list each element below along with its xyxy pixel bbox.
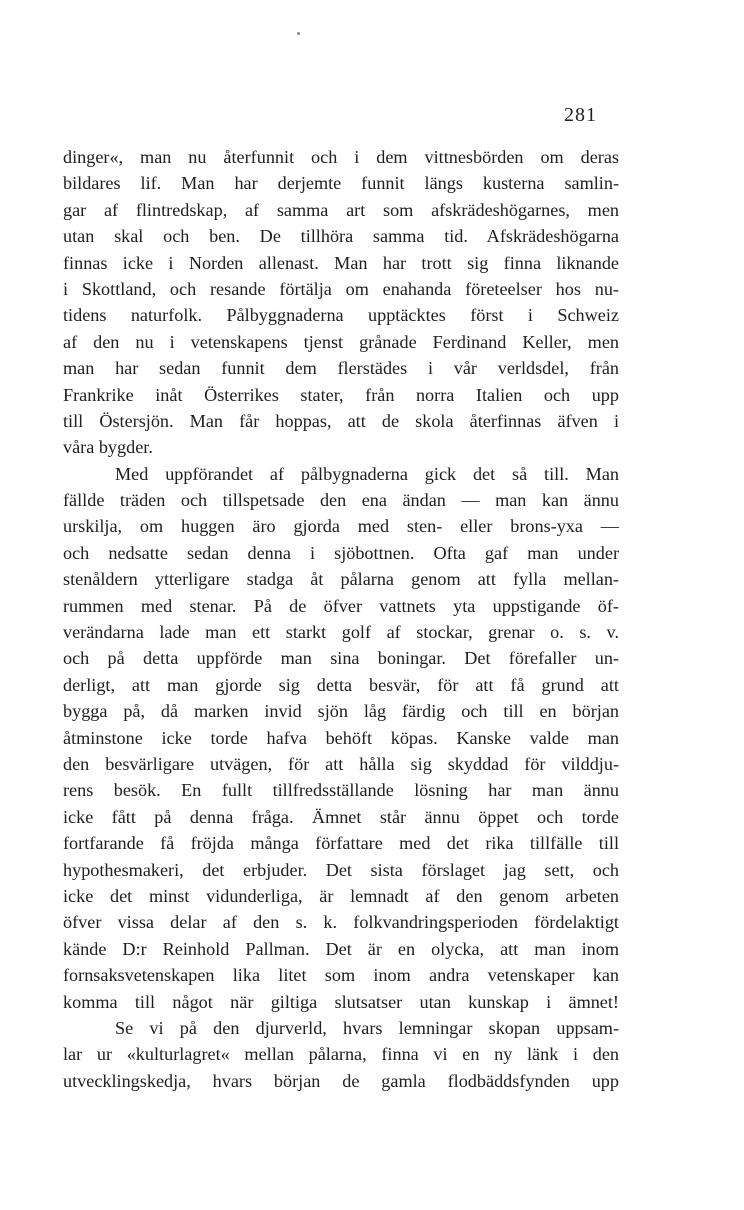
text-line: fornsaksvetenskapen lika litet som inom andra vetenskaper kan (63, 965, 619, 986)
print-speck (297, 32, 300, 35)
body-text (63, 144, 619, 1094)
text-line: utvecklingskedja, hvars början de gamla flodbäddsfynden upp (63, 1070, 619, 1091)
text-line: i Skottland, och resande förtälja om enahanda företeelser hos nu- (63, 278, 619, 299)
paragraph-start-line: Med uppförandet af pålbygnaderna gick det så till. Man (115, 463, 619, 484)
text-line: icke fått på denna fråga. Ämnet står ännu öppet och torde (63, 806, 619, 827)
text-line: och på detta uppförde man sina boningar. Det förefaller un- (63, 648, 619, 669)
text-line: urskilja, om huggen äro gjorda med sten- eller brons-yxa — (63, 516, 619, 537)
text-line: Frankrike inåt Österrikes stater, från norra Italien och upp (63, 384, 619, 405)
text-line: bildares lif. Man har derjemte funnit längs kusterna samlin- (63, 173, 619, 194)
paragraph-start-line: Se vi på den djurverld, hvars lemningar skopan uppsam- (115, 1017, 619, 1038)
text-line: bygga på, då marken invid sjön låg färdig och till en början (63, 701, 619, 722)
text-line: den besvärligare utvägen, för att hålla sig skyddad för vilddju- (63, 753, 619, 774)
text-line: komma till något när giltiga slutsatser utan kunskap i ämnet! (63, 991, 619, 1012)
text-line: stenåldern ytterligare stadga åt pålarna genom att fylla mellan- (63, 569, 619, 590)
text-line: fortfarande få fröjda många författare med det rika tillfälle till (63, 833, 619, 854)
page-number: 281 (564, 104, 597, 126)
text-line: tidens naturfolk. Pålbyggnaderna upptäcktes först i Schweiz (63, 305, 619, 326)
text-line: rens besök. En fullt tillfredsställande lösning har man ännu (63, 780, 619, 801)
text-line: våra bygder. (63, 437, 153, 458)
text-line: gar af flintredskap, af samma art som afskrädeshögarnes, men (63, 199, 619, 220)
text-line: rummen med stenar. På de öfver vattnets yta uppstigande öf- (63, 595, 619, 616)
text-line: man har sedan funnit dem flerstädes i vår verldsdel, från (63, 358, 619, 379)
text-line: finnas icke i Norden allenast. Man har trott sig finna liknande (63, 252, 619, 273)
text-line: derligt, att man gjorde sig detta besvär, för att få grund att (63, 674, 619, 695)
text-line: utan skal och ben. De tillhöra samma tid. Afskrädeshögarna (63, 226, 619, 247)
text-line: hypothesmakeri, det erbjuder. Det sista förslaget jag sett, och (63, 859, 619, 880)
text-line: kände D:r Reinhold Pallman. Det är en olycka, att man inom (63, 938, 619, 959)
text-line: öfver vissa delar af den s. k. folkvandringsperioden fördelaktigt (63, 912, 619, 933)
text-line: och nedsatte sedan denna i sjöbottnen. Ofta gaf man under (63, 542, 619, 563)
text-line: fällde träden och tillspetsade den ena ändan — man kan ännu (63, 490, 619, 511)
text-line: lar ur «kulturlagret« mellan pålarna, finna vi en ny länk i den (63, 1044, 619, 1065)
text-line: af den nu i vetenskapens tjenst grånade Ferdinand Keller, men (63, 331, 619, 352)
text-line: icke det minst vidunderliga, är lemnadt af den genom arbeten (63, 885, 619, 906)
text-line: verändarna lade man ett starkt golf af stockar, grenar o. s. v. (63, 622, 619, 643)
text-line: åtminstone icke torde hafva behöft köpas. Kanske valde man (63, 727, 619, 748)
text-line: dinger«, man nu återfunnit och i dem vittnesbörden om deras (63, 147, 619, 167)
text-line: till Östersjön. Man får hoppas, att de skola återfinnas äfven i (63, 410, 619, 431)
